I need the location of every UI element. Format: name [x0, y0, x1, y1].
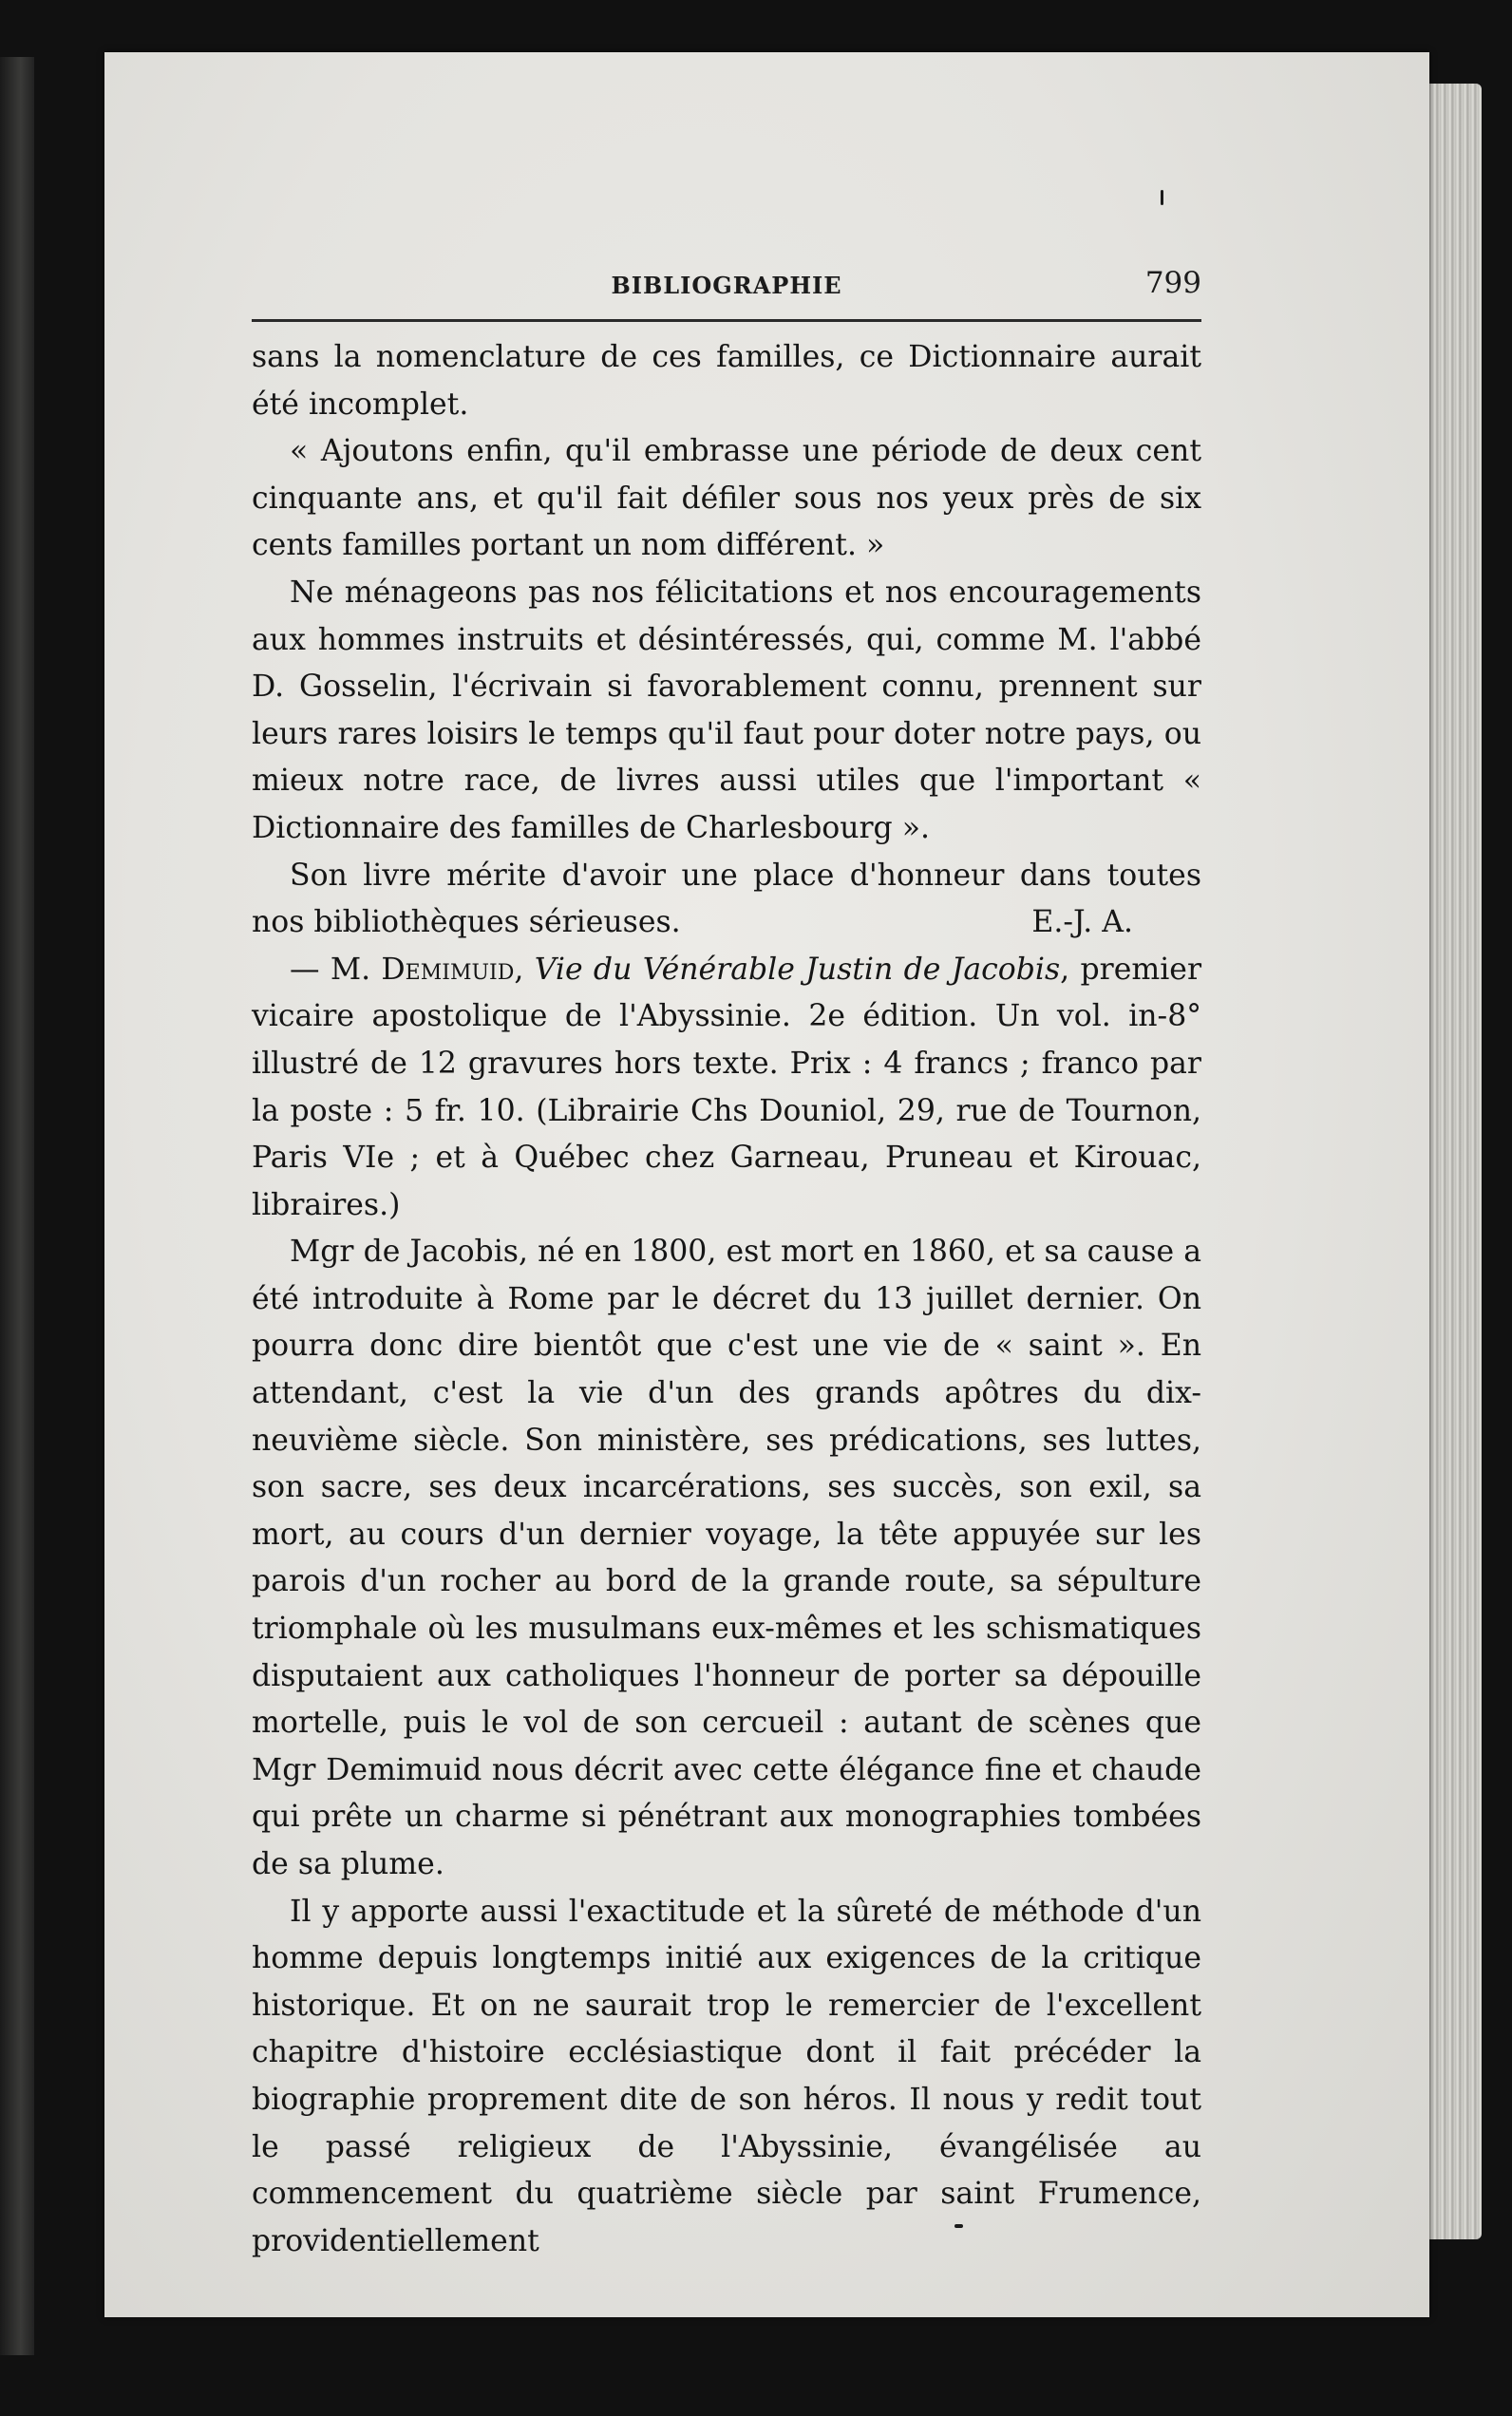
paragraph-biography: Mgr de Jacobis, né en 1800, est mort en 1860, et sa cause a été introduite à Rome par le décret du 13 juillet dernier. On pourra donc dire bientôt que c'est une vie de « saint ». En attendant, c'est la vie d'un des grands apôtres du dix-neuvième siècle. Son ministère, ses prédications, ses luttes, son sacre, ses deux incarcérations, ses succès, son exil, sa mort, au cours d'un dernier voyage, la tête appuyée sur les parois d'un rocher au bord de la grande route, sa sépulture triomphale où les musulmans eux-mêmes et les schismatiques disputaient aux catholiques l'honneur de porter sa dépouille mortelle, puis le vol de son cercueil : autant de scènes que Mgr Demimuid nous décrit avec cette élégance fine et chaude qui prête un charme si pénétrant aux monographies tombées de sa plume. — [252, 1235, 1201, 1881]
facing-page-edge — [0, 57, 34, 2355]
scan-speck — [954, 2224, 963, 2228]
running-head: BIBLIOGRAPHIE — [611, 272, 842, 299]
review-signature: E.-J. A. — [1031, 905, 1133, 940]
body-text — [252, 334, 1201, 2265]
paragraph-review: Ne ménageons pas nos félicitations et nos encouragements aux hommes instruits et désintéressés, qui, comme M. l'abbé D. Gosselin, l'écrivain si favorablement connu, prennent sur leurs rares loisirs le temps qu'il faut pour doter notre pays, ou mieux notre race, de livres aussi utiles que l'important « Dictionnaire des familles de Charlesbourg ». — [252, 575, 1201, 845]
entry-details: , premier vicaire apostolique de l'Abyssinie. 2e édition. Un vol. in-8° illustré de 12 gravures hors texte. Prix : 4 francs ; franco par la poste : 5 fr. 10. (Librairie Chs Douniol, 29, rue de Tournon, Paris VIe ; et à Québec chez Garneau, Pruneau et Kirouac, libraires.) — [252, 952, 1201, 1222]
scan-speck — [1161, 190, 1163, 205]
paragraph-quote: « Ajoutons enfin, qu'il embrasse une période de deux cent cinquante ans, et qu'il fait défiler sous nos yeux près de six cents familles portant un nom différent. » — [252, 434, 1201, 563]
paragraph-continuation: sans la nomenclature de ces familles, ce Dictionnaire aurait été incomplet. — [252, 340, 1201, 422]
entry-lead: — M. — [290, 952, 382, 987]
page-header — [252, 266, 1201, 313]
paragraph-closing — [252, 853, 1201, 947]
header-rule — [252, 319, 1201, 322]
closing-text: Son livre mérite d'avoir une place d'honneur dans toutes nos bibliothèques sérieuses. — [252, 858, 1201, 940]
entry-title: Vie du Vénérable Justin de Jacobis — [534, 952, 1061, 987]
page-number: 799 — [1144, 266, 1201, 300]
paragraph-history: Il y apporte aussi l'exactitude et la sûreté de méthode d'un homme depuis longtemps initié aux exigences de la critique historique. Et on ne saurait trop le remercier de l'excellent chapitre d'histoire ecclésiastique dont il fait précéder la biographie proprement dite de son héros. Il nous y redit tout le passé religieux de l'Abyssinie, évangélisée au commencement du quatrième siècle par saint Frumence, providentiellement — [252, 1894, 1201, 2258]
entry-separator: , — [514, 952, 535, 987]
bibliographic-entry — [252, 947, 1201, 1230]
entry-author: Demimuid — [381, 952, 515, 987]
